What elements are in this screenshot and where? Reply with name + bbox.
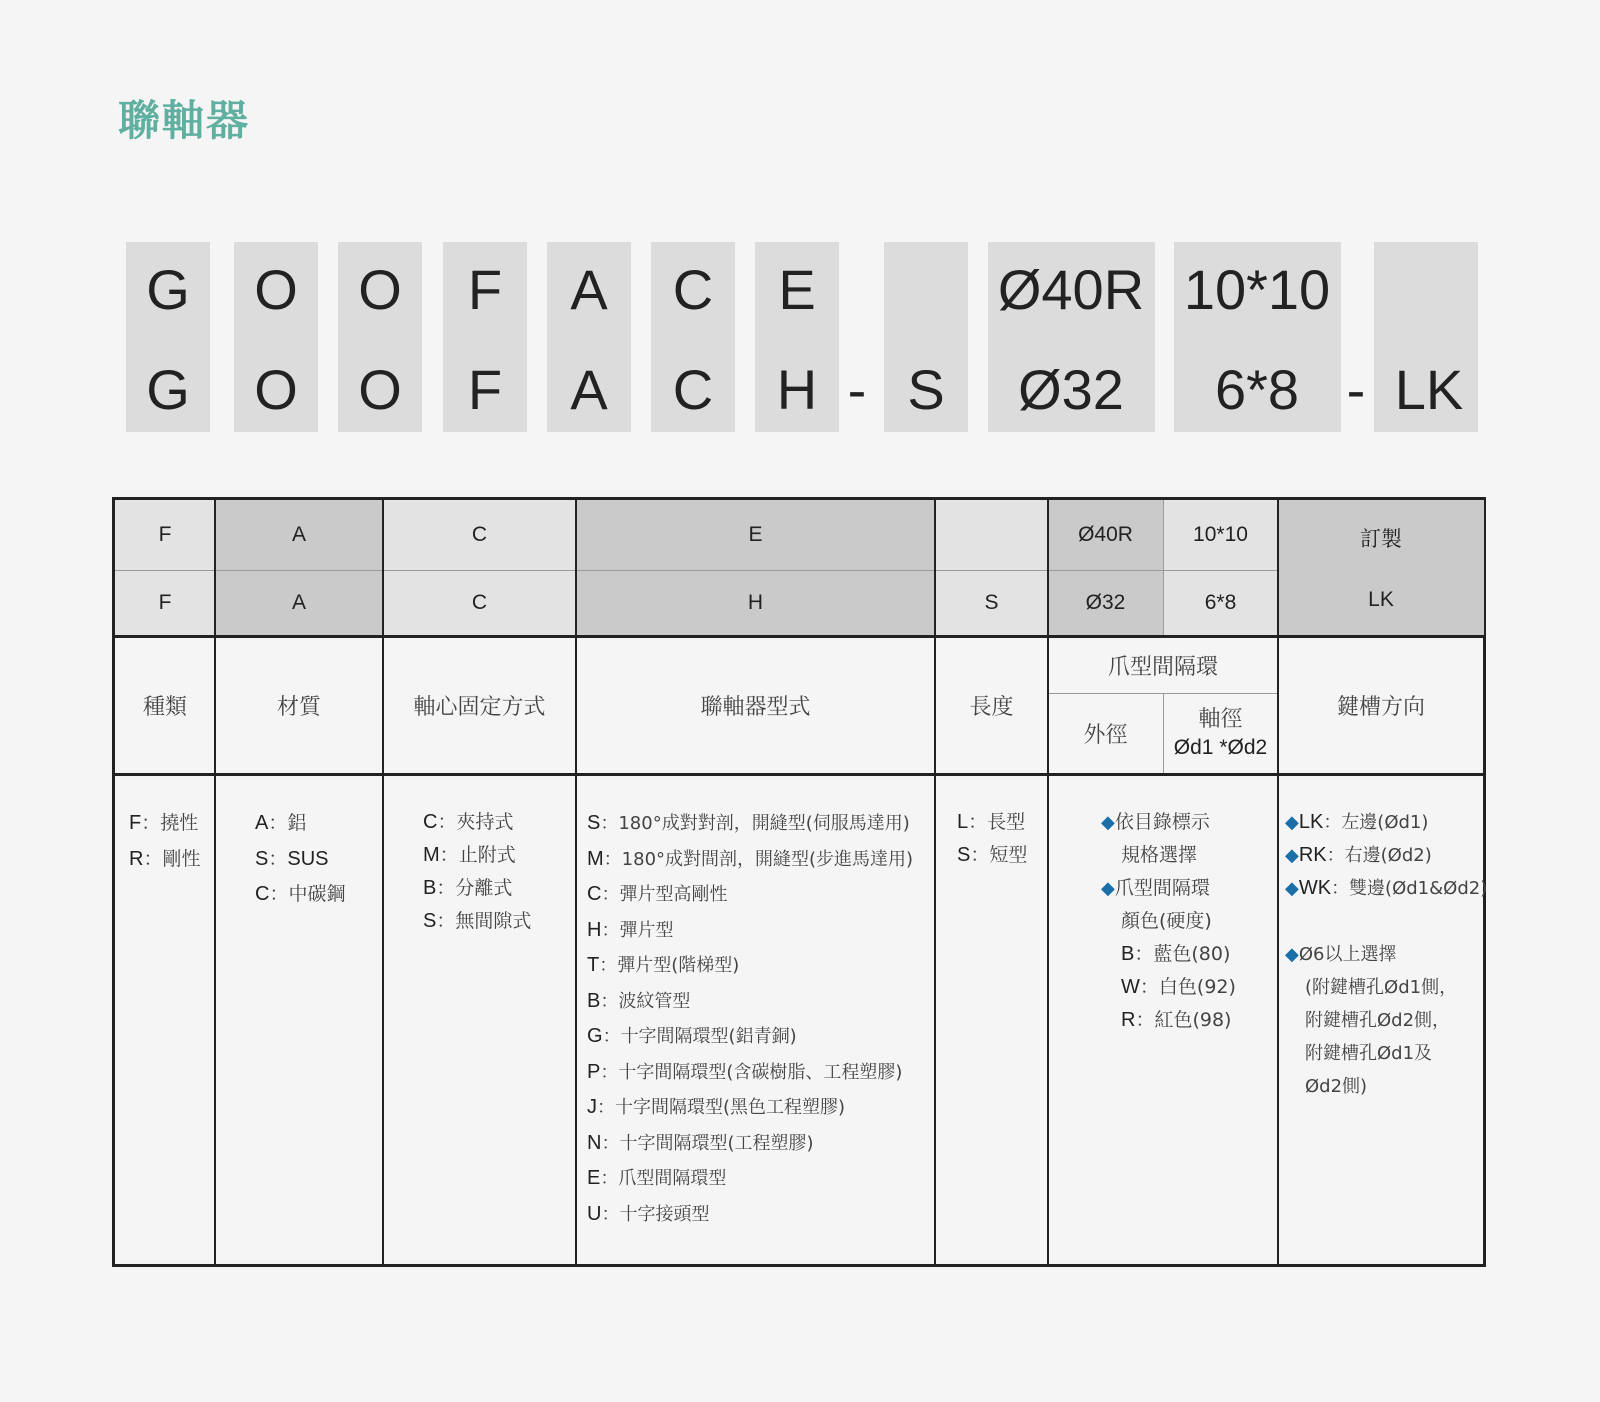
- hdr-type: 種類: [142, 695, 187, 720]
- list-item: S：180°成對對剖，開縫型(伺服馬達用): [587, 812, 910, 834]
- top-f2: F: [115, 571, 215, 635]
- coupling-list: [587, 806, 913, 1232]
- diamond-icon: ◆: [1285, 944, 1299, 965]
- list-item: B：藍色(80): [1121, 943, 1231, 965]
- code-char: A: [570, 258, 608, 321]
- list-item: C：夾持式: [423, 811, 514, 833]
- hdr-spacer: 爪型間隔環: [1107, 655, 1218, 680]
- code-char: F: [467, 258, 503, 321]
- list-item: ◆LK：左邊(Ød1): [1285, 811, 1429, 833]
- top-a2: A: [215, 571, 383, 635]
- diamond-icon: ◆: [1285, 845, 1299, 866]
- top-o32: Ø32: [1048, 571, 1163, 635]
- diamond-icon: ◆: [1285, 812, 1299, 833]
- top-f1: F: [115, 500, 215, 570]
- code-char: Ø32: [1018, 358, 1124, 421]
- hdr-coupling: 聯軸器型式: [700, 695, 811, 720]
- list-item: F：撓性: [129, 812, 199, 834]
- code-char: S: [907, 358, 945, 421]
- list-item: G：十字間隔環型(鋁青銅): [587, 1025, 797, 1047]
- list-item: C：中碳鋼: [255, 883, 346, 905]
- top-a1: A: [215, 500, 383, 570]
- list-item: ◆RK：右邊(Ød2): [1285, 844, 1432, 866]
- divider: [575, 500, 577, 1267]
- list-item: ◆依目錄標示: [1101, 811, 1210, 833]
- top-s2: S: [935, 571, 1048, 635]
- list-item: H：彈片型: [587, 918, 674, 941]
- divider: [1163, 500, 1164, 635]
- hdr-outer: 外徑: [1083, 723, 1128, 748]
- code-char: G: [146, 258, 190, 321]
- list-item: N：十字間隔環型(工程塑膠): [587, 1131, 814, 1154]
- top-68: 6*8: [1163, 571, 1278, 635]
- top-custom: 訂製: [1278, 500, 1484, 570]
- page-title: 聯軸器: [118, 96, 251, 145]
- code-char: O: [358, 258, 402, 321]
- hdr-shaft: [1163, 694, 1278, 773]
- list-item: ◆爪型間隔環: [1101, 877, 1210, 899]
- material-list: [255, 806, 345, 913]
- diamond-icon: ◆: [1101, 812, 1115, 833]
- top-h: H: [576, 571, 935, 635]
- top-1010: 10*10: [1163, 500, 1278, 570]
- code-char: E: [778, 258, 816, 321]
- code-char: F: [467, 358, 503, 421]
- list-item: T：彈片型(階梯型): [587, 954, 740, 976]
- code-dash: -: [1346, 358, 1366, 421]
- code-char: O: [254, 258, 298, 321]
- list-item: ◆WK：雙邊(Ød1&Ød2): [1285, 877, 1488, 899]
- list-item: S：無間隙式: [423, 910, 532, 932]
- code-char: C: [672, 358, 714, 421]
- list-item: 附鍵槽孔Ød1及: [1305, 1043, 1433, 1064]
- hdr-fix: 軸心固定方式: [413, 695, 546, 720]
- list-item: 顏色(硬度): [1121, 910, 1212, 932]
- top-e: E: [576, 500, 935, 570]
- list-item: J：十字間隔環型(黑色工程塑膠): [587, 1096, 846, 1118]
- code-char: 10*10: [1183, 258, 1331, 321]
- divider: [115, 570, 1278, 571]
- hdr-shaft-label: 軸徑: [1198, 706, 1243, 732]
- list-item: M：180°成對間剖，開縫型(步進馬達用): [587, 847, 914, 870]
- code-char: 6*8: [1214, 358, 1300, 421]
- spacer: [1285, 905, 1487, 938]
- code-char: Ø40R: [997, 258, 1145, 321]
- diamond-icon: ◆: [1101, 878, 1115, 899]
- list-item: P：十字間隔環型(含碳樹脂、工程塑膠): [587, 1060, 903, 1083]
- divider: [214, 500, 216, 1267]
- list-item: ◆Ø6以上選擇: [1285, 944, 1397, 965]
- list-item: 附鍵槽孔Ød2側，: [1305, 1010, 1451, 1031]
- divider: [934, 500, 936, 1267]
- spec-table: [112, 497, 1486, 1267]
- fix-list: [423, 806, 531, 938]
- hdr-material: 材質: [276, 695, 321, 720]
- type-list: [129, 806, 200, 877]
- hdr-length: 長度: [969, 695, 1014, 720]
- list-item: R：剛性: [129, 847, 201, 870]
- list-item: (附鍵槽孔Ød1側，: [1305, 977, 1458, 998]
- top-c2: C: [383, 571, 576, 635]
- hdr-keyway: 鍵槽方向: [1336, 695, 1425, 720]
- list-item: B：分離式: [423, 877, 513, 899]
- list-item: E：爪型間隔環型: [587, 1167, 727, 1189]
- list-item: U：十字接頭型: [587, 1202, 710, 1225]
- top-o40r: Ø40R: [1048, 500, 1163, 570]
- list-item: 規格選擇: [1121, 844, 1198, 866]
- divider: [1277, 500, 1279, 1267]
- list-item: S：短型: [957, 844, 1028, 866]
- code-char: A: [570, 358, 608, 421]
- code-char: G: [146, 358, 190, 421]
- spacer-notes: [1101, 806, 1236, 1037]
- code-char: C: [672, 258, 714, 321]
- code-char: LK: [1394, 358, 1464, 421]
- list-item: L：長型: [957, 811, 1026, 833]
- list-item: S：SUS: [255, 847, 329, 870]
- hdr-shaft-dims: Ød1 *Ød2: [1173, 735, 1268, 759]
- list-item: M：止附式: [423, 844, 516, 866]
- list-item: Ød2側): [1305, 1076, 1368, 1097]
- code-char: H: [776, 358, 818, 421]
- list-item: C：彈片型高剛性: [587, 883, 728, 905]
- list-item: R：紅色(98): [1121, 1009, 1232, 1031]
- list-item: B：波紋管型: [587, 989, 691, 1012]
- code-char: O: [254, 358, 298, 421]
- keyway-notes: [1285, 806, 1487, 1103]
- code-char: O: [358, 358, 402, 421]
- top-c1: C: [383, 500, 576, 570]
- divider: [1047, 500, 1049, 1267]
- divider: [382, 500, 384, 1267]
- top-s1: [935, 500, 1048, 570]
- code-dash: -: [847, 358, 867, 421]
- length-list: [957, 806, 1027, 872]
- list-item: W：白色(92): [1121, 976, 1236, 998]
- top-lk: LK: [1278, 570, 1484, 635]
- diamond-icon: ◆: [1285, 878, 1299, 899]
- list-item: A：鋁: [255, 812, 307, 834]
